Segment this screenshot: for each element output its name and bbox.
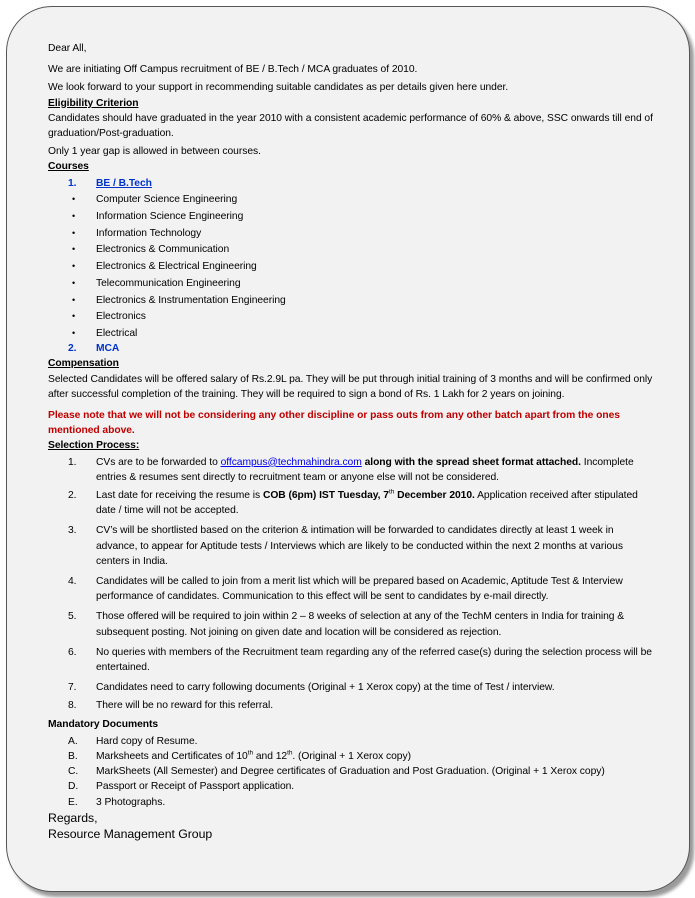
bullet-icon: •	[72, 294, 76, 305]
eligibility-text: Candidates should have graduated in the year 2010 with a consistent academic performance of 60% & above, SSC onwards till end of graduation/Post-graduation.	[48, 112, 653, 140]
list-item	[48, 749, 654, 764]
item-text: Marksheets and Certificates of 10	[96, 751, 248, 763]
bullet-icon: •	[72, 211, 76, 222]
documents-list	[48, 734, 654, 810]
bullet-icon: •	[72, 327, 76, 338]
item-text: Hard copy of Resume.	[96, 735, 198, 747]
intro-line-2: We look forward to your support in recommending suitable candidates as per details given here under.	[48, 82, 509, 94]
list-item	[48, 523, 654, 569]
item-text: No queries with members of the Recruitment team regarding any of the referred case(s) during the selection process will be entertained.	[96, 646, 652, 674]
email-body	[48, 41, 654, 842]
list-item	[48, 455, 654, 485]
item-text: Application received after stipulated date / time will not be accepted.	[96, 489, 638, 517]
list-number: 2.	[68, 343, 77, 355]
branch-name: Information Technology	[96, 227, 202, 239]
item-text: . (Original + 1 Xerox copy)	[292, 751, 411, 763]
list-number: 2.	[68, 489, 77, 501]
item-text: Passport or Receipt of Passport application.	[96, 781, 295, 793]
list-item	[48, 293, 654, 308]
email-link[interactable]: offcampus@techmahindra.com	[220, 456, 362, 468]
list-item	[48, 226, 654, 241]
bullet-icon: •	[72, 277, 76, 288]
eligibility-heading: Eligibility Criterion	[48, 97, 139, 109]
list-number: 1.	[68, 177, 77, 189]
list-letter: A.	[68, 735, 78, 747]
list-item	[48, 795, 654, 810]
item-text: 3 Photographs.	[96, 796, 166, 808]
item-text: Incomplete entries & resumes sent directly to recruitment team or anyone else will not be considered.	[96, 456, 634, 483]
list-item	[48, 698, 654, 713]
warning-note: Please note that we will not be considering any other discipline or pass outs from any other batch apart from the ones mentioned above.	[48, 409, 620, 437]
bullet-icon: •	[72, 311, 76, 322]
selection-heading: Selection Process:	[48, 440, 140, 452]
item-text: MarkSheets (All Semester) and Degree certificates of Graduation and Post Graduation. (Original + 1 Xerox copy)	[96, 766, 605, 778]
signature-line: Resource Management Group	[48, 826, 213, 841]
course-group-label: BE / B.Tech	[96, 177, 152, 189]
branch-name: Electrical	[96, 327, 138, 339]
list-item	[48, 680, 654, 695]
item-text: CV’s will be shortlisted based on the criterion & intimation will be forwarded to candidates directly at least 1 week in advance, to appear for Aptitude tests / Interviews which are likely to be conducted within the next 2 months at various centers in India.	[96, 525, 623, 567]
selection-list	[48, 455, 654, 714]
greeting: Dear All,	[48, 43, 87, 54]
bullet-icon: •	[72, 227, 76, 238]
compensation-text: Selected Candidates will be offered salary of Rs.2.9L pa. They will be put through initial training of 3 months and will be confirmed only after successful completion of the training. They will be required to sign a bond of Rs. 1 Lakh for 2 years on joining.	[48, 373, 653, 400]
list-letter: D.	[68, 781, 79, 793]
list-letter: C.	[68, 766, 79, 778]
list-number: 4.	[68, 576, 77, 587]
list-number: 7.	[68, 682, 77, 694]
list-item	[48, 609, 654, 639]
ordinal-suffix: th	[388, 488, 395, 496]
email-card	[6, 6, 690, 892]
item-text: There will be no reward for this referral.	[96, 700, 274, 712]
item-text: Last date for receiving the resume is	[96, 489, 263, 501]
branch-name: Computer Science Engineering	[96, 194, 238, 206]
list-item	[48, 734, 654, 749]
item-text: Candidates need to carry following documents (Original + 1 Xerox copy) at the time of Test / interview.	[96, 682, 555, 694]
courses-heading: Courses	[48, 161, 89, 173]
regards-line: Regards,	[48, 810, 98, 825]
gap-note: Only 1 year gap is allowed in between courses.	[48, 146, 261, 158]
branch-name: Information Science Engineering	[96, 211, 244, 223]
bullet-icon: •	[72, 261, 76, 272]
list-number: 1.	[68, 456, 77, 468]
ordinal-suffix: th	[247, 749, 254, 757]
item-text: and 12	[253, 751, 288, 763]
branch-name: Telecommunication Engineering	[96, 277, 241, 289]
course-group-be-btech	[48, 176, 654, 191]
list-item	[48, 209, 654, 224]
list-number: 3.	[68, 525, 77, 537]
list-item	[48, 764, 654, 779]
branch-name: Electronics & Communication	[96, 244, 230, 256]
course-group-label: MCA	[96, 343, 120, 355]
deadline-text: December 2010.	[394, 489, 475, 501]
course-group-mca	[48, 341, 654, 356]
list-item	[48, 259, 654, 274]
list-letter: B.	[68, 751, 78, 763]
item-text: Candidates will be called to join from a merit list which will be prepared based on Academic, Aptitude Test & Interview performance of candidates. Communication to this effect will be sent to candidates by e-mail directly.	[96, 576, 623, 603]
compensation-heading: Compensation	[48, 358, 119, 370]
item-bold-text: along with the spread sheet format attached.	[361, 456, 581, 468]
branch-name: Electronics & Electrical Engineering	[96, 261, 257, 273]
list-item	[48, 242, 654, 257]
deadline-text: COB (6pm) IST Tuesday, 7	[262, 489, 389, 501]
ordinal-suffix: th	[287, 749, 293, 757]
bullet-icon: •	[72, 194, 76, 205]
list-number: 6.	[68, 646, 77, 658]
list-item	[48, 645, 654, 675]
list-number: 8.	[68, 700, 77, 712]
intro-line-1: We are initiating Off Campus recruitment of BE / B.Tech / MCA graduates of 2010.	[48, 64, 418, 76]
documents-heading: Mandatory Documents	[48, 718, 159, 730]
branch-name: Electronics & Instrumentation Engineering	[96, 294, 286, 306]
list-item	[48, 574, 654, 604]
list-item	[48, 192, 654, 207]
item-text: Those offered will be required to join within 2 – 8 weeks of selection at any of the TechM centers in India for training & subsequent posting. Not joining on given date and location will be considered as rejection.	[96, 611, 625, 638]
item-text: CVs are to be forwarded to	[96, 456, 221, 468]
list-number: 5.	[68, 611, 77, 623]
list-item	[48, 309, 654, 324]
list-letter: E.	[68, 796, 78, 808]
list-item	[48, 488, 654, 518]
list-item	[48, 779, 654, 794]
branch-list	[48, 192, 654, 341]
bullet-icon: •	[72, 244, 76, 255]
branch-name: Electronics	[96, 311, 146, 323]
list-item	[48, 326, 654, 341]
list-item	[48, 276, 654, 291]
